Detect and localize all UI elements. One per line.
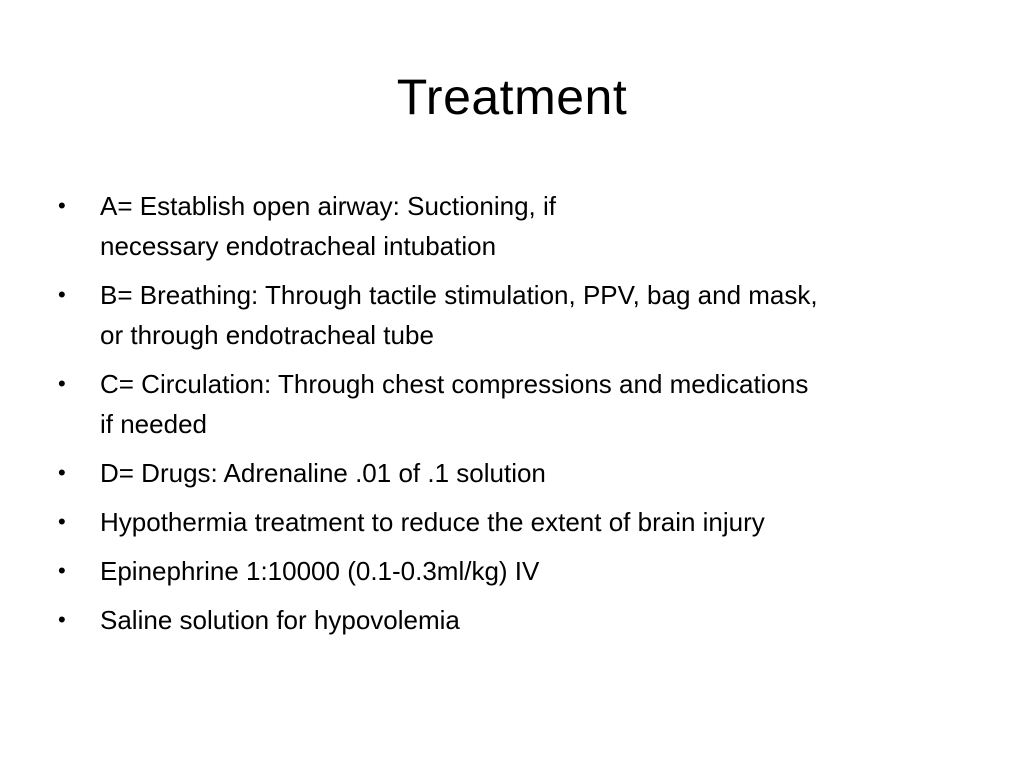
- bullet-text: [100, 502, 968, 542]
- bullet-line: Saline solution for hypovolemia: [100, 605, 460, 635]
- bullet-icon: •: [58, 193, 66, 218]
- bullet-line: D= Drugs: Adrenaline .01 of .1 solution: [100, 458, 546, 488]
- bullet-text: [100, 600, 968, 640]
- bullet-text: [100, 275, 968, 355]
- bullet-icon: •: [58, 607, 66, 632]
- bullet-line: Epinephrine 1:10000 (0.1-0.3ml/kg) IV: [100, 556, 540, 586]
- bullet-icon: •: [58, 282, 66, 307]
- bullet-text: [100, 186, 968, 266]
- bullet-list: [58, 186, 968, 649]
- bullet-line: C= Circulation: Through chest compressions and medications: [100, 369, 809, 399]
- bullet-item: [58, 551, 968, 591]
- bullet-item: [58, 453, 968, 493]
- bullet-icon: •: [58, 509, 66, 534]
- bullet-text: [100, 453, 968, 493]
- bullet-line: A= Establish open airway: Suctioning, if: [100, 191, 556, 221]
- bullet-icon: •: [58, 558, 66, 583]
- bullet-line: if needed: [100, 409, 207, 439]
- bullet-item: [58, 364, 968, 444]
- bullet-line: necessary endotracheal intubation: [100, 231, 497, 261]
- bullet-item: [58, 502, 968, 542]
- bullet-item: [58, 600, 968, 640]
- bullet-item: [58, 275, 968, 355]
- bullet-text: [100, 551, 968, 591]
- bullet-line: B= Breathing: Through tactile stimulation, PPV, bag and mask,: [100, 280, 818, 310]
- bullet-line: or through endotracheal tube: [100, 320, 434, 350]
- bullet-icon: •: [58, 460, 66, 485]
- bullet-text: [100, 364, 968, 444]
- bullet-item: [58, 186, 968, 266]
- bullet-line: Hypothermia treatment to reduce the extent of brain injury: [100, 507, 765, 537]
- slide-title: Treatment: [396, 69, 628, 125]
- bullet-icon: •: [58, 371, 66, 396]
